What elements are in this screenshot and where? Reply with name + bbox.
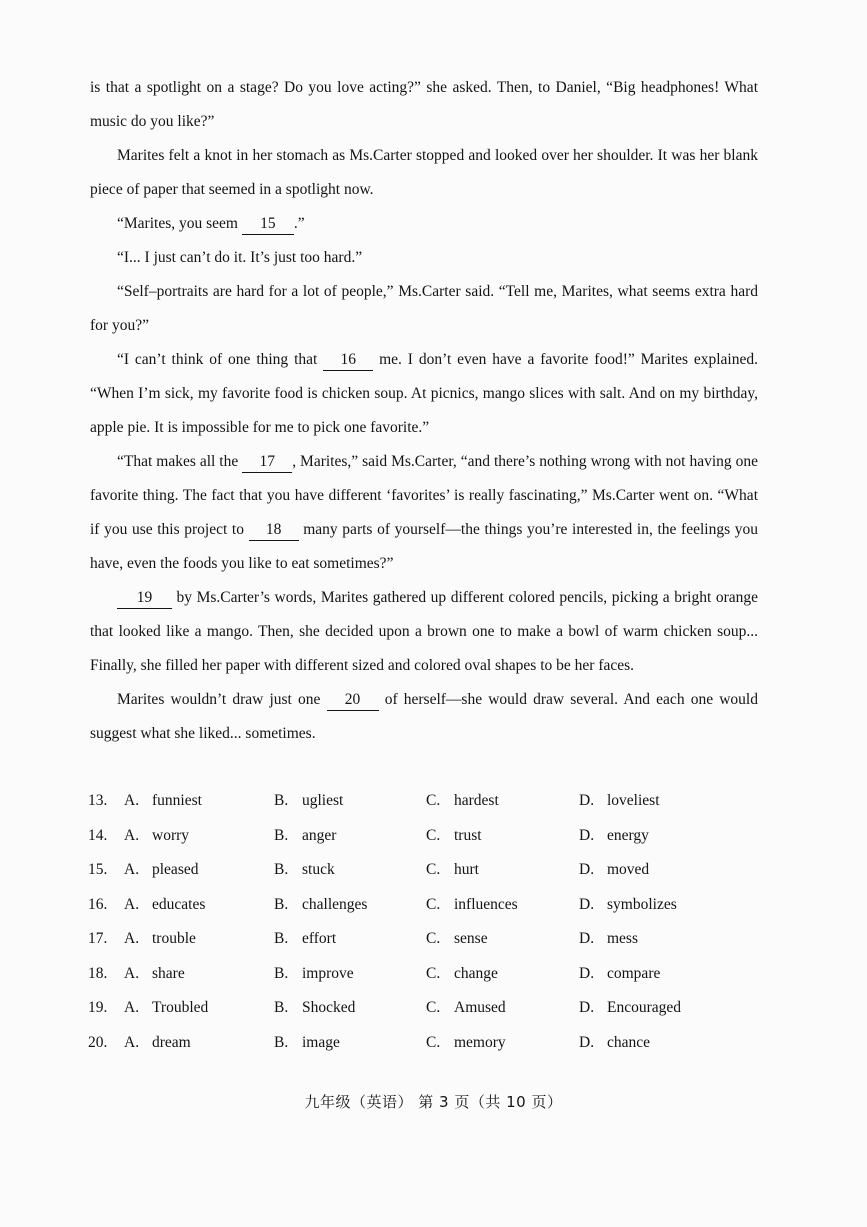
option-letter: D. — [579, 826, 595, 844]
option-text: ugliest — [302, 792, 344, 810]
option-letter: D. — [579, 964, 595, 982]
passage-paragraph — [90, 445, 758, 581]
option-b — [274, 999, 426, 1017]
answer-options — [88, 784, 768, 1060]
option-letter: D. — [579, 999, 595, 1017]
passage-text: “I can’t think of one thing that — [117, 351, 324, 368]
option-letter: A. — [124, 861, 140, 879]
question-row — [88, 853, 768, 888]
question-row — [88, 957, 768, 992]
option-text: change — [454, 964, 498, 982]
option-text: compare — [607, 964, 661, 982]
question-number: 20. — [88, 1033, 108, 1051]
option-letter: D. — [579, 1033, 595, 1051]
option-letter: B. — [274, 895, 289, 913]
option-text: worry — [152, 826, 190, 844]
question-row — [88, 991, 768, 1026]
option-letter: D. — [579, 861, 595, 879]
option-d — [579, 1034, 739, 1052]
option-letter: C. — [426, 930, 441, 948]
option-a — [124, 930, 274, 948]
option-c — [426, 861, 579, 879]
question-number: 14. — [88, 826, 108, 844]
option-text: share — [152, 964, 185, 982]
option-b — [274, 965, 426, 983]
option-letter: B. — [274, 930, 289, 948]
option-letter: D. — [579, 792, 595, 810]
blank-18: 18 — [249, 520, 299, 541]
passage-text: of herself—she would draw several. And each one would suggest what she liked... sometimes. — [90, 691, 758, 742]
option-letter: A. — [124, 895, 140, 913]
passage-paragraph: “Self–portraits are hard for a lot of people,” Ms.Carter said. “Tell me, Marites, what seems extra hard for you?” — [90, 283, 758, 334]
question-row — [88, 819, 768, 854]
option-text: influences — [454, 895, 518, 913]
option-letter: C. — [426, 861, 441, 879]
passage-text: me. I don’t even have a favorite food!” Marites explained. “When I’m sick, my favorite food is chicken soup. At picnics, mango slices with salt. And on my birthday, apple pie. It is impossible for me to pick one favorite.” — [90, 351, 758, 436]
option-letter: C. — [426, 895, 441, 913]
option-text: improve — [302, 964, 354, 982]
option-letter: B. — [274, 861, 289, 879]
option-text: pleased — [152, 861, 199, 879]
passage-paragraph — [90, 683, 758, 751]
option-text: Amused — [454, 999, 506, 1017]
question-number: 17. — [88, 930, 108, 948]
option-text: hurt — [454, 861, 479, 879]
option-text: dream — [152, 1033, 191, 1051]
option-text: trust — [454, 826, 482, 844]
question-number: 18. — [88, 964, 108, 982]
option-letter: C. — [426, 1033, 441, 1051]
passage-text: many parts of yourself—the things you’re interested in, the feelings you have, even the foods you like to eat sometimes?” — [90, 521, 758, 572]
option-text: hardest — [454, 792, 499, 810]
option-a — [124, 1034, 274, 1052]
option-letter: D. — [579, 895, 595, 913]
option-letter: C. — [426, 999, 441, 1017]
option-text: memory — [454, 1033, 506, 1051]
option-b — [274, 827, 426, 845]
option-a — [124, 792, 274, 810]
option-letter: A. — [124, 930, 140, 948]
passage-paragraph — [90, 207, 758, 241]
passage-text: , Marites,” said Ms.Carter, “and there’s nothing wrong with not having one favorite thing. The fact that you have different ‘favorites’ is really fascinating,” Ms.Carter went on. “What if you use this project to — [90, 453, 758, 538]
question-row — [88, 888, 768, 923]
passage-paragraph: is that a spotlight on a stage? Do you love acting?” she asked. Then, to Daniel, “Big headphones! What music do you like?” — [90, 79, 758, 130]
option-d — [579, 965, 739, 983]
question-number: 15. — [88, 861, 108, 879]
passage-text: by Ms.Carter’s words, Marites gathered up different colored pencils, picking a bright orange that looked like a mango. Then, she decided upon a brown one to make a bowl of warm chicken soup... Finally, she filled her paper with different sized and colored oval shapes to be her faces. — [90, 589, 758, 674]
option-letter: B. — [274, 792, 289, 810]
question-row — [88, 784, 768, 819]
passage-paragraph — [90, 343, 758, 445]
option-d — [579, 827, 739, 845]
question-row — [88, 1026, 768, 1061]
option-b — [274, 861, 426, 879]
option-a — [124, 827, 274, 845]
option-text: anger — [302, 826, 337, 844]
passage-paragraph — [90, 581, 758, 683]
option-letter: A. — [124, 826, 140, 844]
blank-19: 19 — [117, 588, 172, 609]
option-text: energy — [607, 826, 649, 844]
option-text: chance — [607, 1033, 651, 1051]
option-c — [426, 792, 579, 810]
question-number: 13. — [88, 792, 108, 810]
option-b — [274, 896, 426, 914]
option-text: Encouraged — [607, 999, 682, 1017]
option-letter: C. — [426, 826, 441, 844]
option-b — [274, 1034, 426, 1052]
option-d — [579, 999, 739, 1017]
passage-paragraph: “I... I just can’t do it. It’s just too hard.” — [117, 249, 363, 266]
option-letter: B. — [274, 964, 289, 982]
option-text: loveliest — [607, 792, 660, 810]
question-number: 19. — [88, 999, 108, 1017]
passage-text: .” — [293, 215, 305, 232]
question-number: 16. — [88, 895, 108, 913]
option-letter: A. — [124, 964, 140, 982]
option-text: Troubled — [152, 999, 209, 1017]
option-text: effort — [302, 930, 337, 948]
option-a — [124, 999, 274, 1017]
passage-paragraph: Marites felt a knot in her stomach as Ms.Carter stopped and looked over her shoulder. It was her blank piece of paper that seemed in a spotlight now. — [90, 147, 758, 198]
question-row — [88, 922, 768, 957]
option-letter: C. — [426, 964, 441, 982]
page-footer: 九年级（英语） 第 3 页（共 10 页） — [304, 1093, 563, 1111]
option-a — [124, 896, 274, 914]
reading-passage — [90, 71, 758, 751]
blank-17: 17 — [242, 452, 292, 473]
option-c — [426, 827, 579, 845]
option-text: moved — [607, 861, 650, 879]
option-c — [426, 930, 579, 948]
option-letter: D. — [579, 930, 595, 948]
option-a — [124, 965, 274, 983]
option-c — [426, 999, 579, 1017]
option-letter: B. — [274, 999, 289, 1017]
blank-16: 16 — [323, 350, 373, 371]
option-text: mess — [607, 930, 638, 948]
option-text: funniest — [152, 792, 202, 810]
passage-text: Marites wouldn’t draw just one — [117, 691, 327, 708]
option-text: sense — [454, 930, 488, 948]
blank-15: 15 — [242, 214, 294, 235]
option-text: image — [302, 1033, 340, 1051]
option-d — [579, 896, 739, 914]
option-a — [124, 861, 274, 879]
option-text: Shocked — [302, 999, 356, 1017]
option-letter: A. — [124, 999, 140, 1017]
option-d — [579, 861, 739, 879]
option-letter: A. — [124, 1033, 140, 1051]
option-d — [579, 792, 739, 810]
option-text: stuck — [302, 861, 335, 879]
option-c — [426, 1034, 579, 1052]
option-text: challenges — [302, 895, 368, 913]
option-text: symbolizes — [607, 895, 677, 913]
option-letter: C. — [426, 792, 441, 810]
option-b — [274, 930, 426, 948]
passage-text: “Marites, you seem — [117, 215, 242, 232]
option-letter: B. — [274, 1033, 289, 1051]
option-c — [426, 965, 579, 983]
option-c — [426, 896, 579, 914]
option-b — [274, 792, 426, 810]
option-letter: A. — [124, 792, 140, 810]
option-letter: B. — [274, 826, 289, 844]
option-text: educates — [152, 895, 206, 913]
passage-text: “That makes all the — [117, 453, 243, 470]
option-text: trouble — [152, 930, 196, 948]
option-d — [579, 930, 739, 948]
blank-20: 20 — [327, 690, 379, 711]
